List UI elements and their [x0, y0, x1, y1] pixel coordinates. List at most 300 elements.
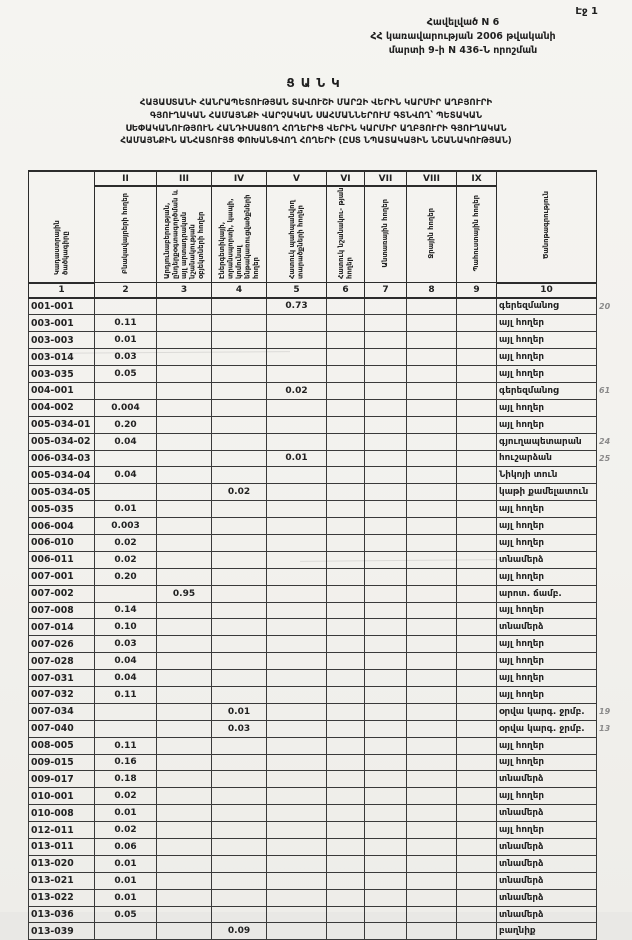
table-row [29, 872, 631, 889]
col-label: Բնակավայրերի հողեր [121, 192, 130, 274]
margin-note [597, 805, 631, 822]
margin-note [597, 585, 631, 602]
cell-v3 [157, 737, 212, 754]
cell-v9 [457, 366, 497, 383]
cell-v2: 0.01 [95, 501, 157, 518]
table-row [29, 382, 631, 399]
cell-v3 [157, 788, 212, 805]
cell-v9 [457, 771, 497, 788]
cell-v6 [327, 872, 365, 889]
cell-v2: 0.04 [95, 433, 157, 450]
table-row [29, 450, 631, 467]
cell-v3 [157, 433, 212, 450]
cell-note: գյուղապետարան [497, 433, 597, 450]
cell-v6 [327, 467, 365, 484]
cell-v4 [212, 416, 267, 433]
cell-v8 [407, 670, 457, 687]
cell-v2: 0.20 [95, 568, 157, 585]
cell-v9 [457, 619, 497, 636]
cell-v2: 0.01 [95, 855, 157, 872]
table-row [29, 433, 631, 450]
margin-note [597, 315, 631, 332]
margin-note: 20 [599, 301, 611, 311]
cell-code: 006-034-03 [29, 450, 95, 467]
cell-v5 [267, 889, 327, 906]
cell-v3 [157, 906, 212, 923]
cell-v4 [212, 518, 267, 535]
table-row [29, 636, 631, 653]
margin-note [597, 670, 631, 687]
cell-v3: 0.95 [157, 585, 212, 602]
cell-v3 [157, 568, 212, 585]
cell-v8 [407, 737, 457, 754]
cell-note: այլ հողեր [497, 366, 597, 383]
cell-code: 007-001 [29, 568, 95, 585]
cell-v2: 0.11 [95, 315, 157, 332]
cell-code: 007-034 [29, 703, 95, 720]
cell-v8 [407, 349, 457, 366]
cell-v8 [407, 332, 457, 349]
margin-note [597, 551, 631, 568]
cell-v5 [267, 366, 327, 383]
cell-v4 [212, 805, 267, 822]
cell-note: օրվա կարգ. ջրմբ. [497, 703, 597, 720]
cell-v2: 0.04 [95, 467, 157, 484]
margin-note: 24 [599, 437, 611, 447]
cell-v8 [407, 805, 457, 822]
table-row [29, 653, 631, 670]
cell-v4 [212, 872, 267, 889]
cell-v2: 0.02 [95, 788, 157, 805]
margin-note: 19 [599, 707, 611, 717]
table-row [29, 349, 631, 366]
cell-v7 [365, 450, 407, 467]
cell-note: հուշարձան [497, 450, 597, 467]
cell-v5 [267, 315, 327, 332]
col-numeral: V [267, 171, 327, 186]
cell-v3 [157, 551, 212, 568]
cell-v8 [407, 399, 457, 416]
cell-v7 [365, 855, 407, 872]
cell-v8 [407, 315, 457, 332]
cell-v2: 0.01 [95, 872, 157, 889]
col-label: Անտառային հողեր [381, 198, 390, 268]
doc-title-line: ԳՅՈՒՂԱԿԱՆ ՀԱՄԱՅՆՔԻ ՎԱՐՉԱԿԱՆ ՍԱՀՄԱՆՆԵՐՈՒՄ ԳՏՆՎՈՂ՝ ՊԵՏԱԿԱՆ [149, 110, 483, 121]
table-row [29, 822, 631, 839]
cell-code: 009-017 [29, 771, 95, 788]
col-numeral: VII [365, 171, 407, 186]
cell-v7 [365, 332, 407, 349]
table-row [29, 720, 631, 737]
cell-v9 [457, 298, 497, 315]
cell-v5 [267, 568, 327, 585]
cell-v9 [457, 416, 497, 433]
cell-code: 006-010 [29, 534, 95, 551]
col-label: Ծանոթագրություն [542, 191, 551, 260]
cell-code: 010-008 [29, 805, 95, 822]
cell-v7 [365, 872, 407, 889]
margin-note: 25 [599, 453, 611, 463]
cell-v5 [267, 501, 327, 518]
cell-v7 [365, 467, 407, 484]
margin-note [597, 788, 631, 805]
margin-note [597, 889, 631, 906]
cell-v6 [327, 805, 365, 822]
cell-v4 [212, 399, 267, 416]
cell-v4 [212, 568, 267, 585]
col-label: Էներգետիկայի, տրանսպորտի, կապի, կոմունալ ենթակառուցվածքների հողեր [217, 194, 260, 279]
cell-v5 [267, 686, 327, 703]
table-row [29, 855, 631, 872]
cell-note: այլ հողեր [497, 822, 597, 839]
cell-v7 [365, 382, 407, 399]
cell-v2: 0.04 [95, 670, 157, 687]
doc-title-line: ՍԵՓԱԿԱՆՈՒԹՅՈՒՆ ՀԱՆԴԻՍԱՑՈՂ ՀՈՂԵՐԻՑ ՎԵՐԻՆ ԿԱՐՄԻՐ ԱՂԲՅՈՒՐԻ ԳՅՈՒՂԱԿԱՆ [125, 123, 507, 134]
cell-v6 [327, 484, 365, 501]
cell-v5 [267, 602, 327, 619]
cell-v8 [407, 602, 457, 619]
cell-v9 [457, 518, 497, 535]
cell-v7 [365, 670, 407, 687]
col-index: 10 [497, 283, 597, 298]
cell-v3 [157, 636, 212, 653]
table-row [29, 839, 631, 856]
cell-note: այլ հողեր [497, 788, 597, 805]
cell-v7 [365, 416, 407, 433]
cell-note: այլ հողեր [497, 501, 597, 518]
doc-title-line: ՀԱՅԱՍՏԱՆԻ ՀԱՆՐԱՊԵՏՈՒԹՅԱՆ ՏԱՎՈՒՇԻ ՄԱՐԶԻ ՎԵՐԻՆ ԿԱՐՄԻՐ ԱՂԲՅՈՒՐԻ [139, 98, 493, 108]
cell-v3 [157, 703, 212, 720]
cell-v7 [365, 399, 407, 416]
cell-v2: 0.03 [95, 349, 157, 366]
cell-v6 [327, 585, 365, 602]
cell-v2: 0.003 [95, 518, 157, 535]
cell-v7 [365, 619, 407, 636]
cell-v4 [212, 788, 267, 805]
cell-v9 [457, 501, 497, 518]
cell-v3 [157, 467, 212, 484]
cell-v5 [267, 636, 327, 653]
cell-v3 [157, 653, 212, 670]
cell-v8 [407, 686, 457, 703]
col-numeral: IV [212, 171, 267, 186]
table-row [29, 315, 631, 332]
table-row [29, 399, 631, 416]
cell-v5 [267, 720, 327, 737]
cell-note: այլ հողեր [497, 653, 597, 670]
cell-v3 [157, 366, 212, 383]
cell-code: 006-011 [29, 551, 95, 568]
cell-v2: 0.18 [95, 771, 157, 788]
cell-note: տնամերձ [497, 805, 597, 822]
cell-v3 [157, 298, 212, 315]
cell-code: 013-021 [29, 872, 95, 889]
cell-note: այլ հողեր [497, 568, 597, 585]
cell-v9 [457, 788, 497, 805]
cell-v6 [327, 349, 365, 366]
col-label: Արդյունաբերության, ընդերքօգտագործման և այլ արտադրական նշանակության օբյեկտների հողեր [162, 189, 205, 279]
cell-v9 [457, 332, 497, 349]
cell-v7 [365, 315, 407, 332]
col-header-industrial-lands [157, 186, 212, 283]
margin-note [597, 366, 631, 383]
cell-v8 [407, 382, 457, 399]
cell-v2 [95, 720, 157, 737]
cell-v7 [365, 636, 407, 653]
cell-v6 [327, 332, 365, 349]
cell-note: այլ հողեր [497, 686, 597, 703]
cell-v4: 0.02 [212, 484, 267, 501]
cell-v5 [267, 839, 327, 856]
cell-code: 007-008 [29, 602, 95, 619]
table-row [29, 805, 631, 822]
cell-v6 [327, 737, 365, 754]
cell-v3 [157, 382, 212, 399]
cell-v6 [327, 889, 365, 906]
cell-v9 [457, 822, 497, 839]
margin-note [597, 467, 631, 484]
cell-v7 [365, 906, 407, 923]
cell-code: 006-004 [29, 518, 95, 535]
margin-note [597, 484, 631, 501]
cell-v3 [157, 416, 212, 433]
cell-v8 [407, 855, 457, 872]
col-label: Հատուկ պահպանվող տարածքների հողեր [288, 200, 305, 279]
cell-code: 005-034-01 [29, 416, 95, 433]
cell-v9 [457, 906, 497, 923]
cell-v6 [327, 771, 365, 788]
cell-v4 [212, 619, 267, 636]
cell-v7 [365, 501, 407, 518]
margin-note [597, 636, 631, 653]
cell-v7 [365, 805, 407, 822]
col-index: 8 [407, 283, 457, 298]
cell-v5 [267, 399, 327, 416]
cell-code: 008-005 [29, 737, 95, 754]
cell-v8 [407, 568, 457, 585]
cell-v2: 0.02 [95, 534, 157, 551]
table-row [29, 501, 631, 518]
cell-v5 [267, 534, 327, 551]
cell-v4 [212, 754, 267, 771]
cell-v8 [407, 923, 457, 940]
cell-v7 [365, 822, 407, 839]
cell-v5 [267, 416, 327, 433]
margin-note [597, 399, 631, 416]
cell-v9 [457, 602, 497, 619]
margin-note [597, 686, 631, 703]
table-row [29, 771, 631, 788]
cell-v7 [365, 923, 407, 940]
cell-v5 [267, 906, 327, 923]
cell-v5 [267, 703, 327, 720]
cell-v5 [267, 822, 327, 839]
cell-v2: 0.20 [95, 416, 157, 433]
margin-note [597, 872, 631, 889]
cell-note: այլ հողեր [497, 754, 597, 771]
cell-v7 [365, 433, 407, 450]
cell-v3 [157, 872, 212, 889]
cell-v3 [157, 839, 212, 856]
margin-note [597, 534, 631, 551]
cell-v6 [327, 923, 365, 940]
margin-note: 13 [599, 724, 611, 734]
margin-note [597, 568, 631, 585]
cell-v9 [457, 805, 497, 822]
col-index: 5 [267, 283, 327, 298]
col-header-special-purpose-lands [327, 186, 365, 283]
appendix-line: մարտի 9-ի N 436-Ն որոշման [388, 45, 538, 56]
cell-v6 [327, 754, 365, 771]
doc-title-line: ՀԱՄԱՅՆՔԻՆ ԱՆՀԱՏՈՒՅՑ ՓՈԽԱՆՑՎՈՂ ՀՈՂԵՐԻ (ԸՍՏ ՆՊԱՏԱԿԱՅԻՆ ՆՇԱՆԱԿՈՒԹՅԱՆ) [120, 136, 512, 147]
cell-v9 [457, 686, 497, 703]
cell-code: 012-011 [29, 822, 95, 839]
cell-v4 [212, 889, 267, 906]
col-index: 7 [365, 283, 407, 298]
cell-v4: 0.01 [212, 703, 267, 720]
cell-v8 [407, 366, 457, 383]
cell-note: այլ հողեր [497, 636, 597, 653]
margin-column [597, 171, 631, 298]
table-row [29, 366, 631, 383]
cell-note: տնամերձ [497, 839, 597, 856]
cell-v8 [407, 703, 457, 720]
cell-code: 013-022 [29, 889, 95, 906]
cell-v7 [365, 585, 407, 602]
cell-note: գերեզմանոց [497, 298, 597, 315]
cell-v6 [327, 822, 365, 839]
cell-code: 007-014 [29, 619, 95, 636]
cell-v8 [407, 839, 457, 856]
cell-v8 [407, 822, 457, 839]
cell-v4 [212, 450, 267, 467]
cell-v9 [457, 653, 497, 670]
table-row [29, 703, 631, 720]
cell-code: 003-035 [29, 366, 95, 383]
margin-note [597, 501, 631, 518]
cell-v6 [327, 670, 365, 687]
cell-code: 007-032 [29, 686, 95, 703]
margin-note [597, 332, 631, 349]
cell-v6 [327, 450, 365, 467]
cell-v2: 0.14 [95, 602, 157, 619]
cell-v7 [365, 754, 407, 771]
cell-v6 [327, 855, 365, 872]
cell-v2: 0.11 [95, 737, 157, 754]
cell-v6 [327, 366, 365, 383]
cell-v3 [157, 923, 212, 940]
cell-note: բաղնիք [497, 923, 597, 940]
cell-v5 [267, 670, 327, 687]
cell-v9 [457, 349, 497, 366]
cell-v2 [95, 703, 157, 720]
cell-v4 [212, 686, 267, 703]
cell-code: 007-026 [29, 636, 95, 653]
cell-v2: 0.10 [95, 619, 157, 636]
cell-v9 [457, 433, 497, 450]
cell-v5 [267, 855, 327, 872]
cell-v5 [267, 332, 327, 349]
table-row [29, 686, 631, 703]
cell-v5: 0.02 [267, 382, 327, 399]
cell-v6 [327, 399, 365, 416]
cell-v8 [407, 416, 457, 433]
cell-v3 [157, 518, 212, 535]
cell-code: 005-034-04 [29, 467, 95, 484]
cell-code: 001-001 [29, 298, 95, 315]
table-row [29, 534, 631, 551]
cell-v2 [95, 298, 157, 315]
cell-v8 [407, 653, 457, 670]
cell-v9 [457, 467, 497, 484]
cell-v9 [457, 720, 497, 737]
margin-note [597, 737, 631, 754]
cell-code: 003-014 [29, 349, 95, 366]
cell-v7 [365, 889, 407, 906]
margin-note [597, 416, 631, 433]
cell-code: 010-001 [29, 788, 95, 805]
cell-v6 [327, 568, 365, 585]
cell-v5 [267, 737, 327, 754]
col-index: 9 [457, 283, 497, 298]
cell-v7 [365, 788, 407, 805]
cell-v5 [267, 484, 327, 501]
land-table [28, 170, 631, 940]
cell-v5: 0.73 [267, 298, 327, 315]
cell-v4 [212, 467, 267, 484]
margin-note [597, 349, 631, 366]
table-row [29, 923, 631, 940]
cell-v9 [457, 399, 497, 416]
cell-v5: 0.01 [267, 450, 327, 467]
cell-v2 [95, 585, 157, 602]
cell-v9 [457, 703, 497, 720]
cell-v6 [327, 703, 365, 720]
col-header-cadastral-code [29, 171, 95, 283]
cell-code: 004-002 [29, 399, 95, 416]
cell-code: 007-028 [29, 653, 95, 670]
col-header-protected-lands [267, 186, 327, 283]
cell-v7 [365, 534, 407, 551]
col-numeral: VI [327, 171, 365, 186]
cell-v3 [157, 534, 212, 551]
col-numeral: VIII [407, 171, 457, 186]
cell-v2 [95, 382, 157, 399]
cell-v9 [457, 636, 497, 653]
cell-v3 [157, 619, 212, 636]
cell-v4 [212, 332, 267, 349]
cell-v4 [212, 855, 267, 872]
cell-v8 [407, 788, 457, 805]
col-label: Ջրային հողեր [427, 207, 436, 259]
cell-v2: 0.01 [95, 889, 157, 906]
numeral-row [29, 171, 631, 186]
col-header-energy-transport-lands [212, 186, 267, 283]
cell-v6 [327, 619, 365, 636]
cell-v2: 0.02 [95, 551, 157, 568]
cell-v3 [157, 602, 212, 619]
cell-v4 [212, 906, 267, 923]
margin-note [597, 518, 631, 535]
table-row [29, 484, 631, 501]
cell-v4 [212, 771, 267, 788]
cell-v2: 0.02 [95, 822, 157, 839]
table-row [29, 889, 631, 906]
cell-v2 [95, 484, 157, 501]
cell-code: 009-015 [29, 754, 95, 771]
cell-v2: 0.06 [95, 839, 157, 856]
cell-code: 005-034-05 [29, 484, 95, 501]
